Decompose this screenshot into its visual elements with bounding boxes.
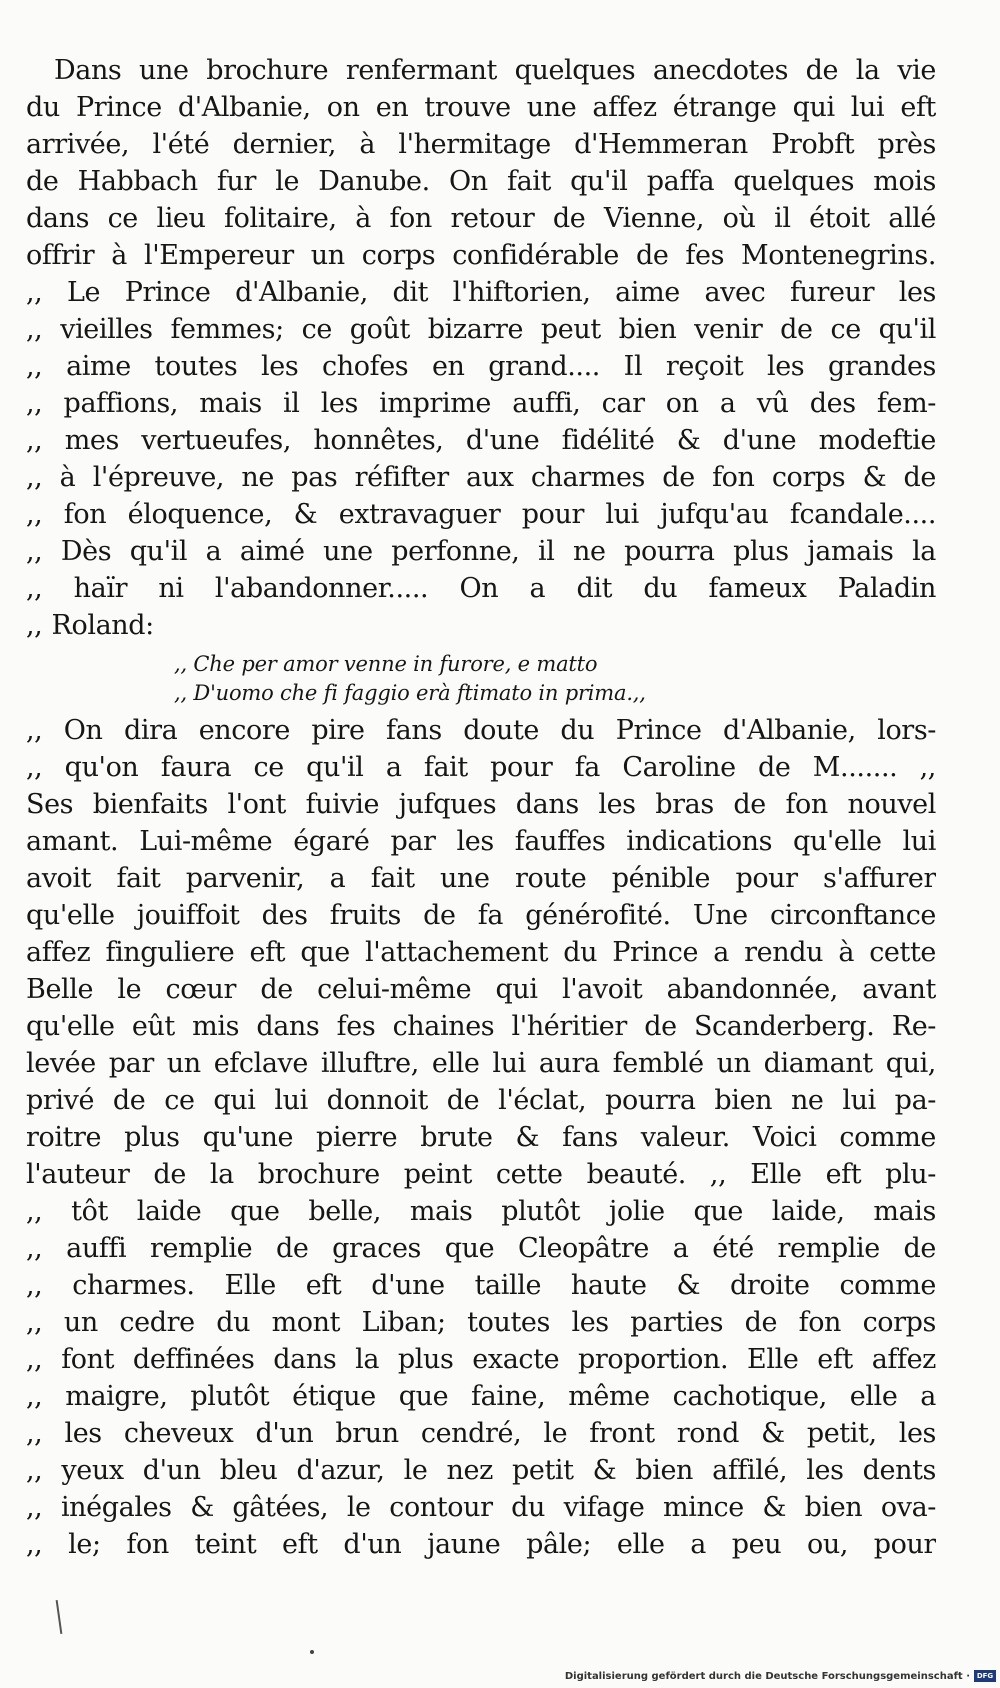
dfg-logo-icon: DFG bbox=[974, 1670, 996, 1682]
text-line: ,, charmes. Elle eft d'une taille haute & droite comme bbox=[26, 1270, 936, 1301]
text-line: ,, Le Prince d'Albanie, dit l'hiftorien, aime avec fureur les bbox=[26, 277, 936, 308]
text-line: ,, mes vertueufes, honnêtes, d'une fidélité & d'une modeftie bbox=[26, 425, 936, 456]
text-line: ,, vieilles femmes; ce goût bizarre peut bien venir de ce qu'il bbox=[26, 314, 936, 345]
text-line: affez finguliere eft que l'attachement du Prince a rendu à cette bbox=[26, 937, 936, 968]
text-line: ,, yeux d'un bleu d'azur, le nez petit & bien affilé, les dents bbox=[26, 1455, 936, 1486]
footer-text: Digitalisierung gefördert durch die Deutsche Forschungsgemeinschaft · bbox=[564, 1670, 970, 1682]
text-line: avoit fait parvenir, a fait une route pénible pour s'affurer bbox=[26, 863, 936, 894]
text-line: roitre plus qu'une pierre brute & fans valeur. Voici comme bbox=[26, 1122, 936, 1153]
text-line: ,, auffi remplie de graces que Cleopâtre a été remplie de bbox=[26, 1233, 936, 1264]
text-line: ,, Dès qu'il a aimé une perfonne, il ne pourra plus jamais la bbox=[26, 536, 936, 567]
text-line: Belle le cœur de celui-même qui l'avoit abandonnée, avant bbox=[26, 974, 936, 1005]
text-line: ,, à l'épreuve, ne pas réfifter aux charmes de fon corps & de bbox=[26, 462, 936, 493]
text-line: ,, fon éloquence, & extravaguer pour lui jufqu'au fcandale.... bbox=[26, 499, 936, 530]
text-line: ,, qu'on faura ce qu'il a fait pour fa Caroline de M....... ,, bbox=[26, 752, 936, 783]
text-line: offrir à l'Empereur un corps confidérable de fes Montenegrins. bbox=[26, 240, 936, 271]
text-line: ,, Roland: bbox=[26, 610, 154, 641]
text-line: privé de ce qui lui donnoit de l'éclat, pourra bien ne lui pa- bbox=[26, 1085, 936, 1116]
text-line: du Prince d'Albanie, on en trouve une affez étrange qui lui eft bbox=[26, 92, 936, 123]
text-line: qu'elle jouiffoit des fruits de fa générofité. Une circonftance bbox=[26, 900, 936, 931]
text-line: de Habbach fur le Danube. On fait qu'il paffa quelques mois bbox=[26, 166, 936, 197]
text-line: ,, inégales & gâtées, le contour du vifage mince & bien ova- bbox=[26, 1492, 936, 1523]
text-line: ,, haïr ni l'abandonner..... On a dit du fameux Paladin bbox=[26, 573, 936, 604]
text-line: ,, font deffinées dans la plus exacte proportion. Elle eft affez bbox=[26, 1344, 936, 1375]
text-line: ,, aime toutes les chofes en grand.... Il reçoit les grandes bbox=[26, 351, 936, 382]
digitization-footer bbox=[565, 1670, 996, 1682]
text-line: Ses bienfaits l'ont fuivie jufques dans les bras de fon nouvel bbox=[26, 789, 936, 820]
text-line: dans ce lieu folitaire, à fon retour de Vienne, où il étoit allé bbox=[26, 203, 936, 234]
text-line: amant. Lui-même égaré par les fauffes indications qu'elle lui bbox=[26, 826, 936, 857]
text-line: qu'elle eût mis dans fes chaines l'héritier de Scanderberg. Re- bbox=[26, 1011, 936, 1042]
text-line: ,, maigre, plutôt étique que faine, même cachotique, elle a bbox=[26, 1381, 936, 1412]
text-block bbox=[26, 52, 936, 1563]
verse-quote-line: ,, Che per amor venne in furore, e matto bbox=[174, 652, 598, 676]
text-line: arrivée, l'été dernier, à l'hermitage d'Hemmeran Probft près bbox=[26, 129, 936, 160]
text-line: ,, un cedre du mont Liban; toutes les parties de fon corps bbox=[26, 1307, 936, 1338]
text-line: levée par un efclave illuftre, elle lui aura femblé un diamant qui, bbox=[26, 1048, 936, 1079]
text-line: ,, tôt laide que belle, mais plutôt jolie que laide, mais bbox=[26, 1196, 936, 1227]
text-line: ,, On dira encore pire fans doute du Prince d'Albanie, lors- bbox=[26, 715, 936, 746]
ink-dot bbox=[310, 1650, 314, 1654]
verse-quote-line: ,, D'uomo che fi faggio erà ftimato in prima.,, bbox=[174, 681, 646, 705]
margin-ink-mark bbox=[56, 1600, 63, 1634]
text-line: l'auteur de la brochure peint cette beauté. ,, Elle eft plu- bbox=[26, 1159, 936, 1190]
text-line: ,, les cheveux d'un brun cendré, le front rond & petit, les bbox=[26, 1418, 936, 1449]
text-line: ,, paffions, mais il les imprime auffi, car on a vû des fem- bbox=[26, 388, 936, 419]
text-line: Dans une brochure renfermant quelques anecdotes de la vie bbox=[54, 55, 936, 86]
text-line: ,, le; fon teint eft d'un jaune pâle; elle a peu ou, pour bbox=[26, 1529, 936, 1560]
